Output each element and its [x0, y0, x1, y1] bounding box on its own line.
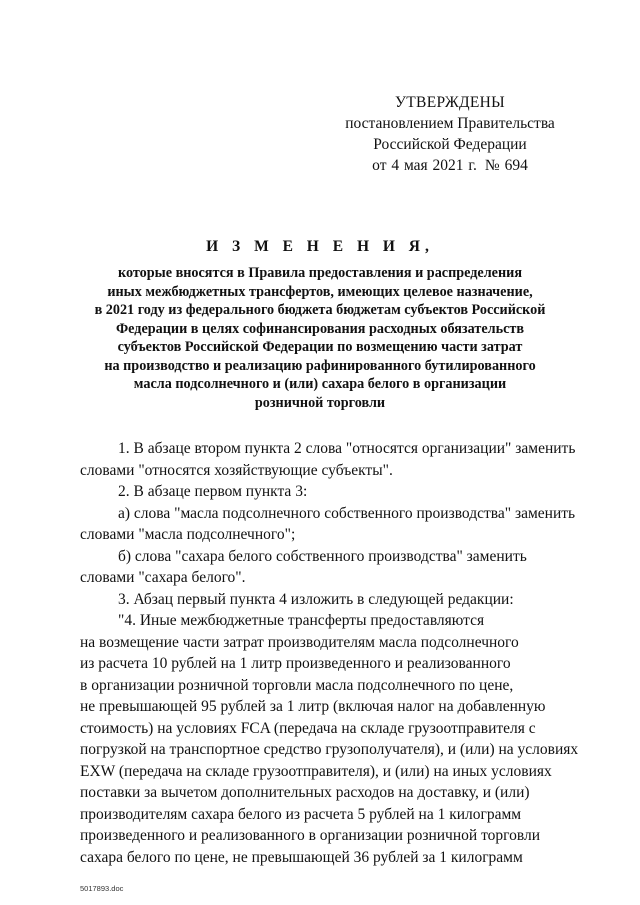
body-line: словами "относятся хозяйствующие субъекты". [80, 461, 393, 479]
approval-line-2: Российской Федерации [373, 136, 527, 153]
document-file-id: 5017893.doc [80, 884, 124, 893]
body-line: б) слова "сахара белого собственного производства" заменить [118, 547, 527, 565]
approval-date-line [340, 155, 560, 176]
approval-line-1: постановлением Правительства [345, 115, 555, 132]
subheading-line: на производство и реализацию рафинированного бутилированного [104, 357, 536, 374]
subheading-line: иных межбюджетных трансфертов, имеющих целевое назначение, [107, 283, 533, 300]
body-line: не превышающей 95 рублей за 1 литр (включая налог на добавленную [80, 698, 546, 715]
document-body [80, 438, 579, 868]
subheading-line: которые вносятся в Правила предоставления и распределения [117, 265, 523, 281]
subheading-line: субъектов Российской Федерации по возмещению части затрат [117, 339, 523, 355]
subheading-line: розничной торговли [254, 394, 386, 411]
subheading-line: Федерации в целях софинансирования расходных обязательств [115, 320, 525, 337]
body-line: 1. В абзаце втором пункта 2 слова "относятся организации" заменить [118, 440, 576, 457]
body-line: сахара белого по цене, не превышающей 36 рублей за 1 килограмм [80, 848, 523, 866]
approval-date: от 4 мая 2021 г. [372, 157, 477, 174]
body-line: производителям сахара белого из расчета 5 рублей на 1 килограмм [80, 805, 522, 823]
document-heading: И З М Е Н Е Н И Я, [206, 238, 434, 255]
body-line: "4. Иные межбюджетные трансферты предоставляются [118, 612, 485, 629]
body-line: а) слова "масла подсолнечного собственного производства" заменить [118, 504, 576, 522]
approval-title: УТВЕРЖДЕНЫ [395, 94, 505, 111]
body-line: словами "сахара белого". [80, 569, 246, 586]
body-line: 3. Абзац первый пункта 4 изложить в следующей редакции: [118, 590, 514, 608]
body-line: EXW (передача на складе грузоотправителя), и (или) на иных условиях [80, 762, 552, 780]
body-line: стоимость) на условиях FCA (передача на складе грузоотправителя с [80, 719, 536, 737]
body-line: 2. В абзаце первом пункта 3: [118, 483, 308, 500]
body-line: поставки за вычетом дополнительных расходов на доставку, и (или) [80, 784, 530, 801]
approval-number: № 694 [484, 157, 528, 174]
subheading-line: в 2021 году из федерального бюджета бюджетам субъектов Российской [94, 302, 546, 318]
body-line: словами "масла подсолнечного"; [80, 526, 296, 543]
body-line: на возмещение части затрат производителям масла подсолнечного [80, 633, 519, 651]
body-line: в организации розничной торговли масла подсолнечного по цене, [80, 676, 514, 694]
subheading-line: масла подсолнечного и (или) сахара белого в организации [133, 376, 507, 392]
document-subheading [70, 264, 570, 412]
body-line: произведенного и реализованного в организации розничной торговли [80, 827, 541, 844]
approval-block [340, 92, 560, 176]
body-line: погрузкой на транспортное средство грузополучателя), и (или) на условиях [80, 741, 579, 758]
body-line: из расчета 10 рублей на 1 литр произведенного и реализованного [80, 655, 511, 672]
